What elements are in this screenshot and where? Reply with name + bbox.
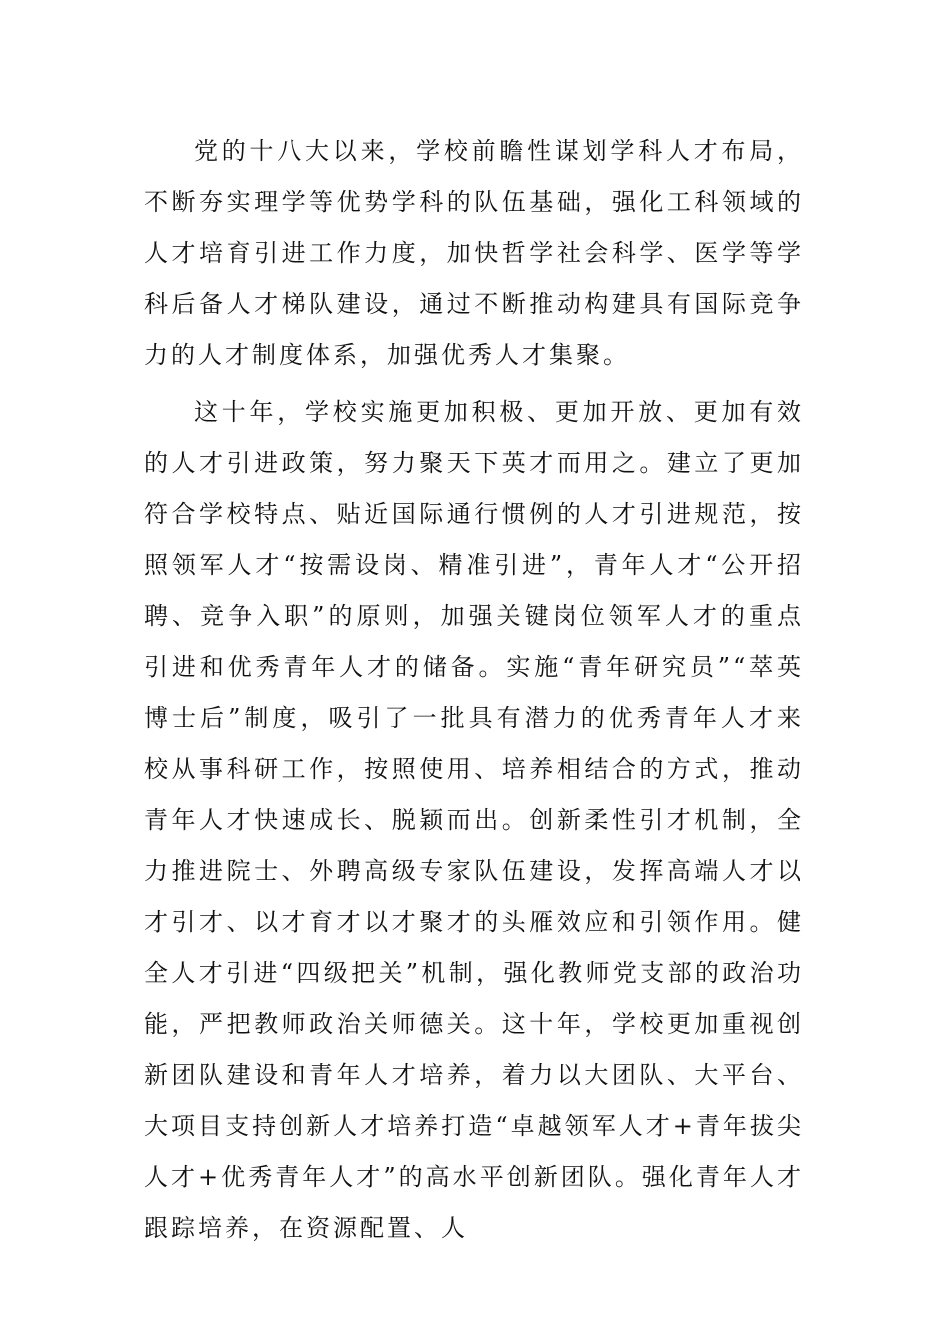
document-body (144, 126, 804, 1254)
paragraph-talent-policy: 这十年，学校实施更加积极、更加开放、更加有效的人才引进政策，努力聚天下英才而用之。建立了更加符合学校特点、贴近国际通行惯例的人才引进规范，按照领军人才“按需设岗、精准引进”，青年人才“公开招聘、竞争入职”的原则，加强关键岗位领军人才的重点引进和优秀青年人才的储备。实施“青年研究员”“萃英博士后”制度，吸引了一批具有潜力的优秀青年人才来校从事科研工作，按照使用、培养相结合的方式，推动青年人才快速成长、脱颖而出。创新柔性引才机制，全力推进院士、外聘高级专家队伍建设，发挥高端人才以才引才、以才育才以才聚才的头雁效应和引领作用。健全人才引进“四级把关”机制，强化教师党支部的政治功能，严把教师政治关师德关。这十年，学校更加重视创新团队建设和青年人才培养，着力以大团队、大平台、大项目支持创新人才培养打造“卓越领军人才+青年拔尖人才+优秀青年人才”的高水平创新团队。强化青年人才跟踪培养，在资源配置、人 (144, 398, 804, 1242)
paragraph-talent-layout: 党的十八大以来，学校前瞻性谋划学科人才布局，不断夯实理学等优势学科的队伍基础，强化工科领域的人才培育引进工作力度，加快哲学社会科学、医学等学科后备人才梯队建设，通过不断推动构建具有国际竞争力的人才制度体系，加强优秀人才集聚。 (144, 137, 804, 369)
